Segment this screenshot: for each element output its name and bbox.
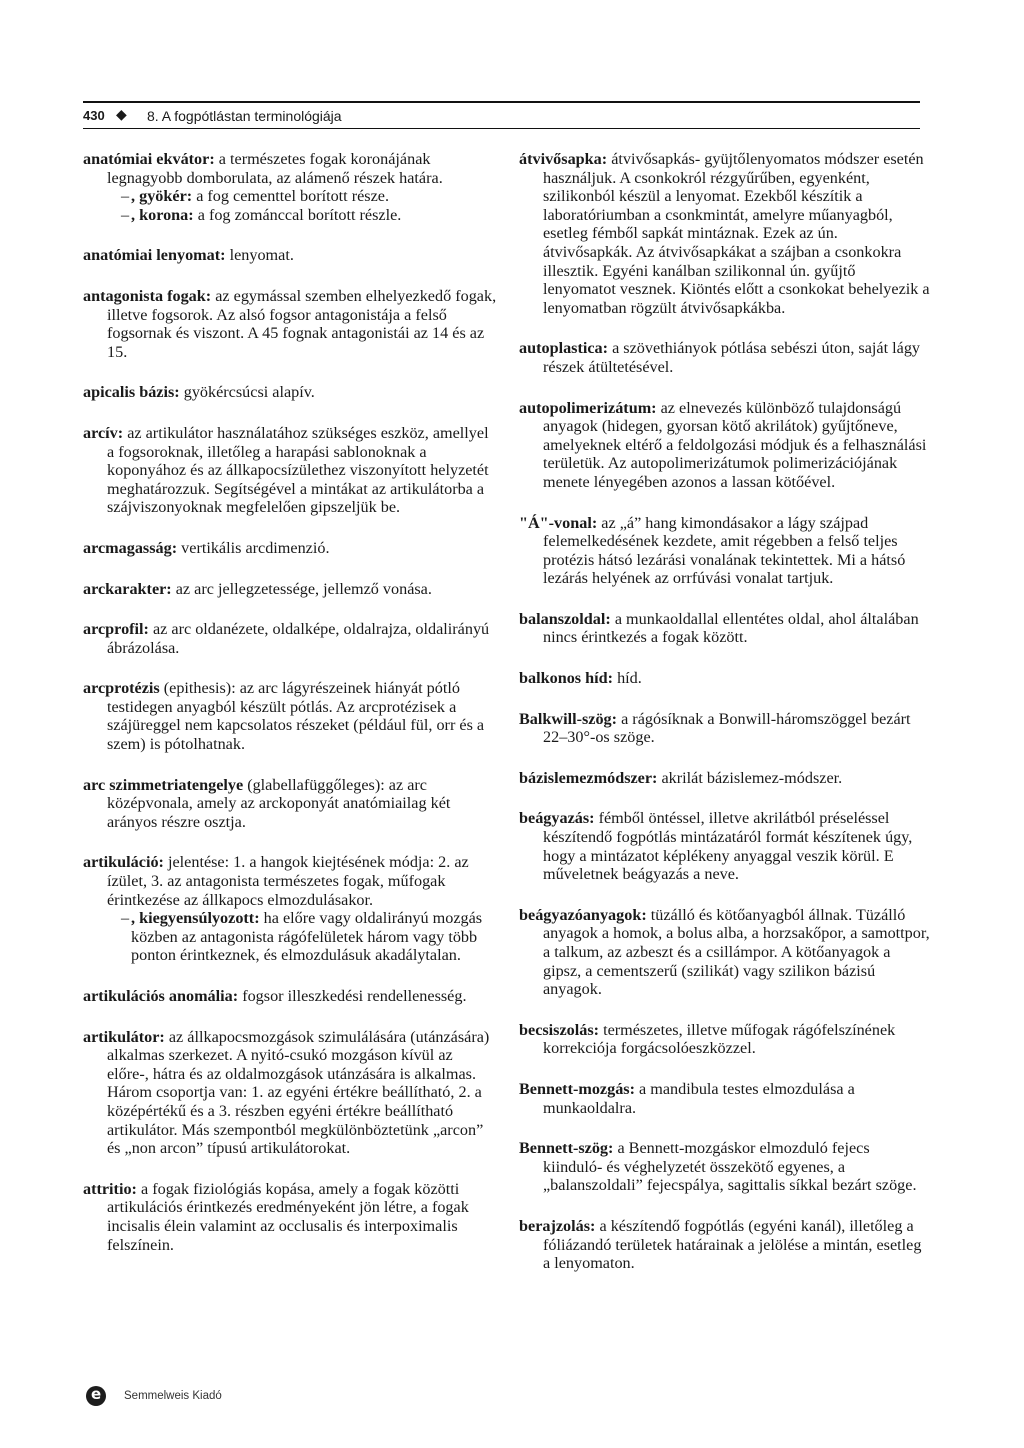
entry-definition: az arc jellegzetessége, jellemző vonása. bbox=[175, 579, 432, 598]
entry-term: artikulációs anomália: bbox=[83, 987, 239, 1005]
publisher-name: Semmelweis Kiadó bbox=[124, 1390, 222, 1402]
entry-term: arcmagasság: bbox=[83, 538, 178, 557]
semmelweis-logo-icon bbox=[86, 1386, 106, 1406]
entry-definition: híd. bbox=[617, 669, 642, 688]
entry-definition: a Bennett-mozgáskor elmozduló fejecs kiinduló- és véghelyzetét összekötő egyenes, a „balanszoldali” fejecspálya, sagittalis síkkal bezárt szöge. bbox=[543, 1139, 917, 1195]
entry-term: anatómiai ekvátor: bbox=[83, 150, 215, 168]
entry-definition: az egymással szemben elhelyezkedő fogak, illetve fogsorok. Az alsó fogsor antagonistája a felső fogsornak és viszont. A 45 fognak antagonistái az 14 és az 15. bbox=[107, 286, 497, 361]
entry-term: apicalis bázis: bbox=[83, 383, 180, 402]
diamond-separator-icon: ◆ bbox=[116, 107, 127, 123]
glossary-entry bbox=[83, 539, 497, 558]
entry-definition: a rágósíknak a Bonwill-háromszöggel bezárt 22–30°-os szöge. bbox=[543, 709, 911, 747]
glossary-entry bbox=[519, 1217, 930, 1273]
glossary-entry bbox=[519, 809, 930, 883]
glossary-entry bbox=[83, 424, 497, 517]
glossary-entry bbox=[519, 769, 930, 788]
entry-definition: jelentése: 1. a hangok kiejtésének módja: 2. az ízület, 3. az antagonista természetes fogak, műfogak érintkezése az állkapocs elmozdulásakor. bbox=[107, 853, 469, 909]
glossary-entry bbox=[83, 620, 497, 657]
entry-term: artikulátor: bbox=[83, 1027, 165, 1046]
entry-definition: átvivősapkás- gyüjtőlenyomatos módszer esetén használjuk. A csonkokról rézgyűrűben, egyenként, szilikonból készül a lenyomat. Ezekből készítik a laboratóriumban a csonkmintát, amelyre műanyagból, esetleg fémből sapkát mintáznak. Ezek az ún. átvivősapkák. Az átvivősapkákat a szájban a csonkokra illesztik. Egyéni kanálban szilikonnal ún. gyűjtő lenyomatot vesznek. Kiöntés előtt a csonkokat behelyezik a lenyomatban rögzült átvivősapkákba. bbox=[543, 150, 930, 317]
entry-definition: tüzálló és kötőanyagból állnak. Tüzálló anyagok a homok, a bolus alba, a horzsakőpor, a samottpor, a talkum, az azbeszt és a csillámpor. A kötőanyagok a gipsz, a cementszerű (szilikát) vagy szilikon bázisú anyagok. bbox=[543, 905, 930, 999]
glossary-entry bbox=[83, 987, 497, 1006]
entry-definition: (epithesis): az arc lágyrészeinek hiányát pótló testidegen anyagból készült pótlás. Az arcprotézisek a szájüreggel nem kapcsolatos részeket (például fül, orr és a szem) is pótolhatnak. bbox=[107, 679, 485, 754]
entry-term: Balkwill-szög: bbox=[519, 709, 618, 728]
glossary-entry bbox=[83, 853, 497, 965]
entry-term: arcprotézis bbox=[83, 679, 160, 698]
entry-term: antagonista fogak: bbox=[83, 286, 212, 305]
subentry-term: , gyökér: bbox=[131, 187, 193, 206]
glossary-entry bbox=[519, 339, 930, 376]
subentry-term: , korona: bbox=[131, 205, 194, 224]
glossary-entry bbox=[519, 1080, 930, 1117]
entry-definition: az elnevezés különböző tulajdonságú anyagok (hidegen, gyorsan kötő akrilátok) gyűjtőneve, amelyeknek eltérő a feldolgozási módjuk és a felhasználási területük. Az autopolimerizátumok polimerizációjának menete lényegében azonos a lassan kötőével. bbox=[543, 398, 927, 491]
left-column bbox=[83, 150, 497, 1276]
running-header bbox=[83, 101, 920, 131]
entry-term: anatómiai lenyomat: bbox=[83, 246, 226, 265]
entry-term: Bennett-mozgás: bbox=[519, 1079, 635, 1098]
entry-definition: a készítendő fogpótlás (egyéni kanál), illetőleg a fóliázandó területek határainak a jelölése a mintán, esetleg a lenyomaton. bbox=[543, 1216, 922, 1273]
glossary-entry bbox=[519, 1021, 930, 1058]
chapter-title: 8. A fogpótlástan terminológiája bbox=[147, 108, 342, 124]
glossary-subentry bbox=[107, 909, 497, 965]
entry-term: balkonos híd: bbox=[519, 669, 614, 688]
glossary-entry bbox=[519, 514, 930, 588]
entry-term: bázislemezmódszer: bbox=[519, 768, 658, 787]
entry-definition: gyökércsúcsi alapív. bbox=[183, 383, 315, 402]
entry-term: artikuláció: bbox=[83, 853, 164, 872]
entry-term: arcprofil: bbox=[83, 620, 149, 639]
entry-term: attritio: bbox=[83, 1179, 137, 1198]
subentry-dash: – bbox=[121, 909, 130, 928]
header-top-rule bbox=[83, 101, 920, 103]
entry-definition: a munkaoldallal ellentétes oldal, ahol általában nincs érintkezés a fogak között. bbox=[543, 609, 919, 647]
entry-definition: (glabellafüggőleges): az arc középvonala, amely az arckoponyát anatómiailag két arányos részre osztja. bbox=[107, 775, 451, 831]
subentry-definition: a fog zománccal borított részle. bbox=[197, 205, 402, 224]
entry-definition: az „á” hang kimondásakor a lágy szájpad felemelkedésének kezdete, amit régebben a felső teljes protézis hátsó lezárási vonalának tekintettek. Mi a hátsó lezárás helyének az orrfúvási vonalat tartjuk. bbox=[543, 513, 906, 588]
entry-term: Bennett-szög: bbox=[519, 1139, 614, 1158]
entry-definition: természetes, illetve műfogak rágófelszínének korrekciója forgácsolóeszközzel. bbox=[543, 1020, 896, 1058]
glossary-entry bbox=[519, 669, 930, 688]
right-column bbox=[519, 150, 930, 1295]
entry-definition: az artikulátor használatához szükséges eszköz, amellyel a fogsoroknak, illetőleg a harapási sablonoknak a koponyához és az állkapocsízülethez viszonyított helyzetét meghatározzuk. Segítségével a mintákat az artikulátorba a szájviszonyoknak megfelelően gipszeljük be. bbox=[107, 423, 489, 517]
glossary-entry bbox=[519, 150, 930, 317]
entry-definition: vertikális arcdimenzió. bbox=[181, 538, 330, 557]
entry-term: arc szimmetriatengelye bbox=[83, 775, 244, 794]
entry-definition: a szövethiányok pótlása sebészi úton, saját lágy részek átültetésével. bbox=[543, 339, 921, 376]
glossary-entry bbox=[519, 1139, 930, 1195]
page-number: 430 bbox=[83, 108, 105, 123]
entry-definition: fémből öntéssel, illetve akrilátból préseléssel készítendő fogpótlás mintázatáról formát készítenek úgy, hogy a mintázatot képlékeny anyaggal veszik körül. E műveletnek beágyazás a neve. bbox=[543, 809, 913, 884]
glossary-entry bbox=[519, 710, 930, 747]
subentry-dash: – bbox=[121, 187, 130, 206]
glossary-entry bbox=[83, 383, 497, 402]
entry-term: autopolimerizátum: bbox=[519, 398, 657, 417]
subentry-definition: a fog cementtel borított része. bbox=[196, 187, 390, 206]
glossary-entry bbox=[83, 287, 497, 361]
entry-definition: a természetes fogak koronájának legnagyobb domborulata, az alámenő részek határa. bbox=[107, 150, 443, 187]
entry-term: autoplastica: bbox=[519, 339, 609, 358]
entry-term: arcív: bbox=[83, 423, 124, 442]
glossary-entry bbox=[83, 776, 497, 832]
entry-term: beágyazás: bbox=[519, 809, 595, 828]
entry-term: balanszoldal: bbox=[519, 609, 611, 628]
entry-term: berajzolás: bbox=[519, 1216, 596, 1235]
subentry-term: , kiegyensúlyozott: bbox=[131, 909, 260, 928]
subentry-definition: ha előre vagy oldalirányú mozgás közben az antagonista rágófelületek három vagy több ponton érintkeznek, és elmozdulásuk akadálytalan. bbox=[131, 909, 483, 965]
glossary-subentry bbox=[107, 206, 497, 225]
entry-term: becsiszolás: bbox=[519, 1020, 600, 1039]
header-bottom-rule bbox=[83, 128, 920, 129]
entry-definition: a fogak fiziológiás kopása, amely a fogak közötti artikulációs érintkezés eredményeként jön létre, a fogak incisalis élein valamint az occlusalis és interpoximalis felszínein. bbox=[107, 1179, 469, 1254]
glossary-subentry bbox=[107, 187, 497, 206]
entry-definition: lenyomat. bbox=[229, 246, 294, 265]
entry-definition: a mandibula testes elmozdulása a munkaoldalra. bbox=[543, 1079, 855, 1117]
glossary-entry bbox=[83, 246, 497, 265]
entry-definition: az állkapocsmozgások szimulálására (utánzására) alkalmas szerkezet. A nyitó-csukó mozgáson kívül az előre-, hátra és az oldalmozgások utánzására is alkalmas. Három csoportja van: 1. az egyéni értékre beállítható, 2. a középértékű és a 3. részben egyéni értékre beállítható artikulátor. Más szempontból megkülönböztetünk „arcon” és „non arcon” típusú artikulátorokat. bbox=[107, 1027, 490, 1158]
entry-definition: akrilát bázislemez-módszer. bbox=[661, 768, 843, 787]
entry-term: átvivősapka: bbox=[519, 150, 608, 168]
glossary-entry bbox=[519, 610, 930, 647]
glossary-entry bbox=[83, 580, 497, 599]
subentry-dash: – bbox=[121, 205, 130, 224]
glossary-entry bbox=[83, 679, 497, 753]
entry-term: arckarakter: bbox=[83, 579, 172, 598]
glossary-entry bbox=[83, 150, 497, 224]
entry-definition: fogsor illeszkedési rendellenesség. bbox=[242, 987, 467, 1005]
glossary-entry bbox=[519, 399, 930, 492]
entry-term: beágyazóanyagok: bbox=[519, 905, 647, 924]
glossary-entry bbox=[519, 906, 930, 999]
entry-term: "Á"-vonal: bbox=[519, 513, 598, 532]
glossary-entry bbox=[83, 1028, 497, 1158]
glossary-entry bbox=[83, 1180, 497, 1254]
entry-definition: az arc oldanézete, oldalképe, oldalrajza, oldalirányú ábrázolása. bbox=[107, 620, 490, 657]
